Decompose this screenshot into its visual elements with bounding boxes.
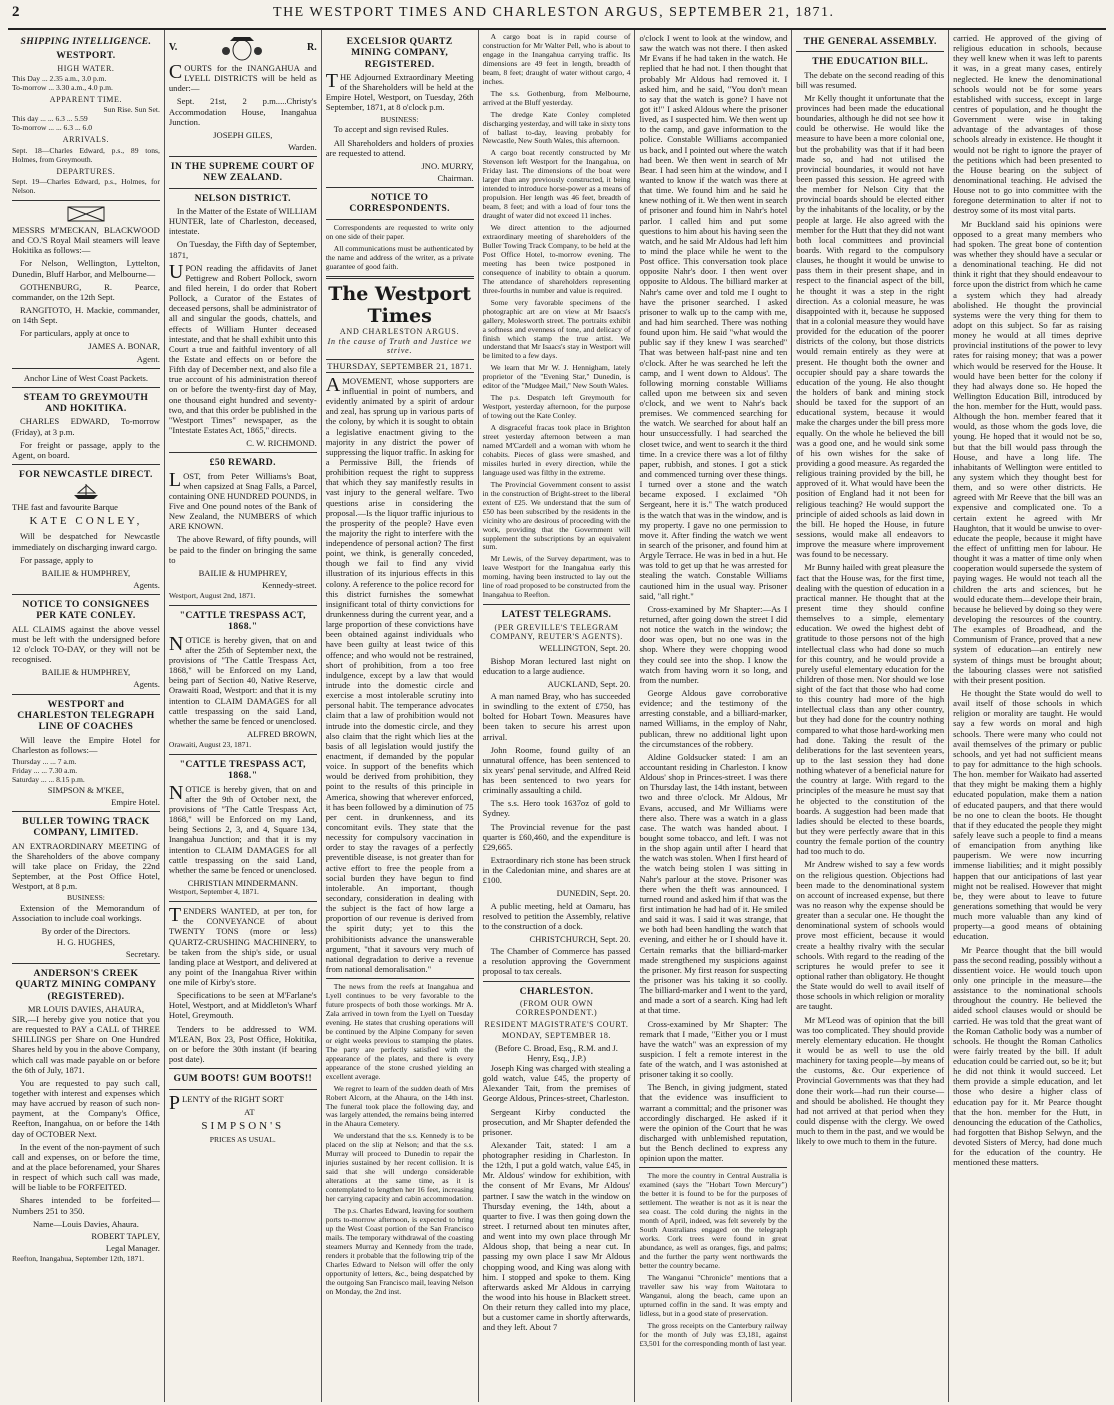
cattle-notice-1: NOTICE is hereby given, that on and after the 25th of September next, the provisions of "The Cattle Trespass Act, 1868," will be Enforced on my Land, being part of Section 40, Native Reserve, Orawaiti Road, Westport: and that it is my intention to CLAIM DAMAGES for all cattle trespassing on the said Land, whether the same be fenced or unenclosed. <box>168 632 317 726</box>
column-6 <box>792 30 949 1402</box>
news-item: The news from the reefs at Inangahua and Lyell continues to be very favorable to the future prospects of both those workings. Mr A. Zala arrived in town from the Lyell on Tuesday evening. He states that crushing operations will be continued by the Alpine Company for seven or eight weeks previous to stamping the plates. The party are perfectly satisfied with the appearance of the plates, and there is every appearance of the stone crushed yielding an excellent average. <box>325 982 474 1081</box>
column-3 <box>322 30 479 1402</box>
gum-boots-heading: GUM BOOTS! GUM BOOTS!! <box>173 1073 313 1085</box>
tuesday-text: On Tuesday, the Fifth day of September, 1871, <box>168 239 317 260</box>
news-item: The Provincial Government consent to assist in the construction of Bright-street to the liberal extent of £25. We understand that the sum of £50 has been subscribed by the residents in the vicinity who are desirous of proceeding with the work, providing that the Government will supplement the subscriptions by an equivalent sum. <box>482 479 631 552</box>
upon-order: UPON reading the affidavits of Janet Pettigrew and Robert Pollock, sworn and filed herein, I do order that Robert Pollock, a Curator of the Estates of deceased persons, shall be administrator of all and singular the goods, chattels, and effects of William Hunter deceased intestate, and that he shall exhibit unto this Court a true and faithful inventory of all the Estate and effects on or before the Fifth day of December next, and also file a true account of his administration thereof on or before the twenty-first day of May, one thousand eight hundred and seventy-two, and that this order be published in the "Westport Times" newspaper, as the "Intestate Estates Act, 1865," directs. <box>168 260 317 436</box>
richmond-signature: C. W. RICHMOND. <box>246 438 317 449</box>
departures-text: Sept. 19—Charles Edward, p.s., Holmes, for Nelson. <box>12 177 160 195</box>
telegram-item: The Provincial revenue for the past quarter is £60,460, and the expenditure is £29,665. <box>482 821 631 852</box>
dateline-christchurch: CHRISTCHURCH, Sept. 20. <box>529 934 631 945</box>
assembly-text: He thought the State would do well to avail itself of those schools in which religion or morality are taught. He would say a few words on moral and high schools. There were many who could not avail themselves of the primary or public schools, and yet had not sufficient means to pay for admittance to the high schools. The hon. member for Waikato had asserted that they might be making them a highly educated population, make them a nation of educated paupers, and that there would be no one to clean the boots. He thought that if they educated the people they might safely leave such a people to find a means of emancipation from anything like pauperism. We were now incurring immense liabilities; and it might possibly happen that our anticipations of last year might not be realised. However that might be, they were about to leave to future generations something that would be very much more valuable than any kind of property—a good means of obtaining education. <box>953 688 1102 942</box>
dateline-auckland: AUCKLAND, Sept. 20. <box>547 678 631 689</box>
freight-line: For freight or passage, apply to the Agent, on board. <box>12 439 160 460</box>
charles-edward-line: CHARLES EDWARD, To-morrow (Friday), at 3 p.m. <box>12 416 160 437</box>
courts-notice: COURTS for the INANGAHUA and LYELL DISTRICTS will be held as under:— <box>168 61 317 94</box>
assembly-text: carried. He approved of the giving of religious education in schools, because they well knew when it was left to parents it was, in a great many cases, entirely neglected. He knew the denominational schools would not be for some years established with success, except in large centres of population, and he thought the Government were wise in taking advantage of the advantages of those schools already in existence. He thought it would not be right to ignore the prayer of the petitions which had been presented to the House bearing on the subject of denominational teaching. He advised the House not to go into committee with the foregone determination to alter if not to destroy some of its most vital parts. <box>953 33 1102 216</box>
news-item: Mr Lewis, of the Survey department, was to leave Westport for the Inangahua early this morning, having been instructed to lay out the line of road proposed to be constructed from the Inangahua to Reefton. <box>482 554 631 600</box>
westport-date: Westport, August 2nd, 1871. <box>168 591 256 601</box>
empire-hotel: Empire Hotel. <box>111 796 160 807</box>
assembly-text: Mr Bunny hailed with great pleasure the fact that the House was, for the first time, dealing with the question of education in a practical manner. He thought that at the present time they should confine themselves to a simple, elementary education. We owed the highest debt of gratitude to those persons not of the high intellectual class who had done so much for this country, and he would provide a purely useful elementary education for the children of those men. Nor should we lose sight of the fact that those who had come to this country had more of the high intellectual class than any other country, but they had done for the country nothing compared to what those hard-working men had done. Taking the result of the deliberations for the last seventeen years, up to the last session they had done nothing whatever of a beneficial nature for the country at large. With regard to the principles of the measure he must say that he objected to the constitution of the boards. A suggestion had been made that ladies should be elected to these boards, but they were perfectly aware that in this country the female portion of the country had too much to do. <box>796 562 945 857</box>
buller-business: Extension of the Memorandum of Association to include coal workings. <box>12 903 160 924</box>
court-text: Joseph King was charged with stealing a gold watch, value £45, the property of Alexander Tait, from the premises of George Aldous, Princes-street, Charleston. <box>482 1062 631 1104</box>
mindermann-signature: CHRISTIAN MINDERMANN. <box>187 877 298 888</box>
secretary-line: Secretary. <box>125 948 160 959</box>
divider <box>169 605 317 606</box>
court-text: Aldine Goldsucker stated: I am an accountant residing in Charleston. I know Aldous' shop in Princes-street. I was there on Thursday last, the 14th instant, between two and three o'clock. Mr Aldous, Mr Evans, accused, and Mr Williams were there also. There was a watch in a glass case. The watch was handed about. I bought some tobacco, and left. I was not in the shop again until after I heard that the watch was stolen. When I first heard of the watch being stolen I was sitting in Nahr's parlour at the stove. Prisoner was there when the theft was announced. I turned round and asked him if that was the first intimation he had had of it. He smiled and said it was. I said it was strange, that we both had been handling the watch that evening, and either he or I should have it. Certain remarks that the billiard-marker made strengthened my suspicions against the prisoner. My first reason for suspecting the prisoner was his taking it so coolly. The billiard-marker and I went to the yard, and made a sort of a search. King had left at that time. <box>639 751 788 1016</box>
charleston-heading: CHARLESTON. <box>519 985 594 997</box>
news-item: The dredge Kate Conley completed discharging yesterday, and will take in sixty tons of ballast to-day, leaving probably for Newcastle, New South Wales, this afternoon. <box>482 109 631 146</box>
simpson-mkee: SIMPSON & M'KEE, <box>47 784 125 795</box>
divider <box>12 694 160 695</box>
mmeckan-notice: MESSRS M'MECKAN, BLACKWOOD and CO.'S Royal Mail steamers will leave Hokitika as follows:— <box>12 224 160 256</box>
divider <box>12 368 160 369</box>
news-item: The more the country in Central Australia is examined (says the "Hobart Town Mercury") the better it is found to be for the purposes of settlement. The weather is not as it is near the sea coast. The cold during the nights in the month of April, indeed, was felt severely by the South Australians engaged on the telegraph works. Cork trees were found in great abundance, as well as oranges, figs, and palms; and the further the party went northwards the better the country became. <box>639 1171 788 1270</box>
divider <box>483 604 631 605</box>
warden-line: Warden. <box>288 141 317 152</box>
telegrams-source: (PER GREVILLE'S TELEGRAM COMPANY, REUTER'S AGENTS). <box>490 622 623 641</box>
column-2 <box>165 30 322 1402</box>
apparent-time-heading: APPARENT TIME. <box>49 94 123 104</box>
high-water-heading: HIGH WATER. <box>57 63 115 73</box>
page-masthead <box>8 4 1106 30</box>
column-7 <box>949 30 1106 1402</box>
news-item: A cargo boat recently constructed by Mr Stevenson left Westport for the Inangahua, on Friday last. The dimensions of the boat were larger than any previously constructed, it being intended to introduce horse-power as a means of propulsion. Her length was 46 feet, breadth of beam, 8 feet; and with a load of four tons the draught of water did not exceed 11 inches. <box>482 148 631 221</box>
assembly-text: Mr Buckland said his opinions were opposed to a great many members who had spoken. The great bone of contention was whether they should have a secular or a denominational teaching. He did not think it right that they should endeavour to force upon the district from which he came a system which they had already abolished. He thought the provincial systems were the very thing for them to adopt on this subject. So far as raising money he would at all times deprive provincial institutions of the power to levy rates for raising money; that was a power which would be reserved for the House. It would have been better for the colony if they had always done so. He hoped the Wellington Education Bill, introduced by the hon. member for the Hutt, would pass. Although the hon. member feared that it would, as those whom the gods love, die young. He hoped that it would not be so, but that the bill would pass through the House, and have a long life. The inhabitants of Wellington were entitled to any system which they thought best for them, and so were other districts. He agreed with Mr Reeve that the bill was an expensive and complicated one. To a certain extent he agreed with Mr Haughton, that it would be unwise to over-educate the people, because it might have the effect of unfitting men for labour. He thought it was a matter of time only when cooperation would supersede the system of paying wages. He would not teach all the children the arts and sciences, but he would educate them—develope their brain, because he believed by doing so they were developing the resources of the country. The examples of Broadhead, and the Communism of France, proved that a new system of education—an entirely new system of things must be brought about; the labouring classes were not satisfied with their present position. <box>953 218 1102 685</box>
assembly-text: Mr Pearce thought that the bill would pass the second reading, possibly without a dissentient voice. He would touch upon only one principle in the measure—the assistance to the nominational schools throughout the country. He believed the aided school clauses would or should be carried. He was told that the great want of the Roman Catholic body was a number of schools. He thought the Roman Catholics were fairly treated by the bill. If adult education could be carried out, so be it; but he did not think it would succeed. Let them provide a simple education, and let those who desire a higher class of education pay for it. Mr Pearce thought that the hon. member for the Hutt, in denouncing the education of the Catholics, had forgotten that Bishop Selwyn, and the devoted Sisters of Mercy, had done much for the education of the country. He mentioned these matters. <box>953 944 1102 1168</box>
correspondents-heading: NOTICE TO CORRESPONDENTS. <box>349 192 450 215</box>
divider <box>169 156 317 157</box>
paper-title: The Westport Times <box>328 282 472 327</box>
assembly-text: Mr Kelly thought it unfortunate that the provinces had been made the educational boundaries, although he did not see how it could be otherwise. He would like the measure to have been a more colonial one, but the probability was that if it had been made so, and had not utilised the provincial boundaries, it would not have been passed this session. He agreed with the member for Nelson City that the provincial boards should be elected either by the inhabitants of the locality, or by the people at large. He also agreed with the member for the Hutt that they did not want both local committees and provincial boards. With regard to the compulsory clauses, he thought it would be unwise to pass them in their present shape, and in respect to the financial aspect of the bill, he thought it was a step in the right direction. As a colonial measure, he was disappointed with it, because he supposed that in a colonial measure they would have provided for the education of the poorer districts of the colony, but those districts would remain entirely as they were at present. He thought both the owner and occupier should pay a share towards the education of the young. He also thought the holders of bank and mining stock should be taxed for the support of an educational system, because it would make the charges under the bill press more equally. On the whole he believed the bill was a good one, and he would sink some of his own wishes for the sake of providing a good measure. As regarded the religious training provided by the bill, he approved of it. What would have been the position of England had it not been for religious teaching? He would support the principle of aided schools as laid down in the bill. He hoped the House, in future sessions, would make all endeavors to improve the measure where improvement was found to be necessary. <box>796 92 945 560</box>
columns <box>8 30 1106 1402</box>
buller-business-heading: BUSINESS: <box>66 893 105 903</box>
anchor-line: Anchor Line of West Coast Packets. <box>23 372 149 383</box>
newspaper-header-title: THE WESTPORT TIMES AND CHARLESTON ARGUS, SEPTEMBER 21, 1871. <box>273 5 835 20</box>
brown-signature: ALFRED BROWN, <box>247 729 317 739</box>
by-order: By order of the Directors. <box>41 926 131 937</box>
newcastle-heading: FOR NEWCASTLE DIRECT. <box>19 468 153 480</box>
port-heading: WESTPORT. <box>56 50 116 62</box>
divider <box>12 963 160 964</box>
divider <box>12 594 160 595</box>
paper-motto: In the cause of Truth and Justice we strive. <box>327 336 472 356</box>
news-item: The p.s. Charles Edward, leaving for southern ports to-morrow afternoon, is expected to bring up the West Coast portion of the San Francisco mails. The temporary withdrawal of the coasting steamers Murray and Kennedy from the trade, renders it probable that the following trip of the Charles Edward to Nelson will offer the only opportunity of letters, &c., being despatched by the outgoing San Francisco mail, leaving Nelson on Monday, the 2nd inst. <box>325 1205 474 1296</box>
particulars-line: For particulars, apply at once to <box>20 328 130 339</box>
reward-text: The above Reward, of fifty pounds, will be paid to the finder on bringing the same to <box>168 534 317 565</box>
royal-crest <box>169 35 317 61</box>
arrivals-heading: ARRIVALS. <box>62 135 110 145</box>
court-text: George Aldous gave corroborative evidence; and the testimony of the arresting constable, and a billiard-marker, named Williams, in the employ of Nahr, publican, threw no additional light upon the circumstances of the robbery. <box>639 688 788 749</box>
divider <box>326 219 474 220</box>
plenty-line: PLENTY of the RIGHT SORT <box>168 1091 284 1114</box>
paper-subtitle: AND CHARLESTON ARGUS. <box>339 327 460 337</box>
dateline-wellington: WELLINGTON, Sept. 20. <box>539 643 631 654</box>
news-item: A disgraceful fracas took place in Brighton street yesterday afternoon between a man named M'Cardell and a woman with whom he cohabits. Pieces of glass were smashed, and missiles hurled in every direction, while the language used was filthy in the extreme. <box>482 423 631 477</box>
rangitoto-line: RANGITOTO, H. Mackie, commander, on 14th Sept. <box>12 304 160 326</box>
bailie-humphrey-3: BAILIE & HUMPHREY, <box>198 567 287 578</box>
coach-row-1: Thursday ... ... 7 a.m. <box>12 756 77 766</box>
shipping-heading: SHIPPING INTELLIGENCE. <box>20 36 152 47</box>
correspondents-text-1: Correspondents are requested to write only on one side of their paper. <box>325 222 474 241</box>
orawaiti-date: Orawaiti, August 23, 1871. <box>168 740 252 750</box>
courts-text: Sept. 21st, 2 p.m.....Christy's Accommodation House, Inangahua Junction. <box>168 96 317 127</box>
tenders-notice: TENDERS WANTED, at per ton, for the CONVEYANCE of about TWENTY TONS (more or less) QUARTZ-CRUSHING MACHINERY, to be taken from the ship's side, or usual landing place at Westport, and delivered at any point of the Inangahua River within one mile of Kirby's store. <box>168 904 317 988</box>
legal-manager: Legal Manager. <box>105 1242 160 1253</box>
telegrams-heading: LATEST TELEGRAMS. <box>501 609 612 621</box>
agents-line-2: Agents. <box>133 679 160 690</box>
sun-row-1: This day ... ... 6.3 ... 5.59 <box>12 114 88 124</box>
news-item: A cargo boat is in rapid course of construction for Mr Walter Pell, who is about to engage in the Inangahua carrying traffic. Its dimensions are 49 feet in length, breadth of beam, 8 feet; draught of water without cargo, 4 inches. <box>482 32 631 86</box>
hughes-signature: H. G. HUGHES, <box>56 936 115 947</box>
divider <box>639 1167 787 1168</box>
news-item: We direct attention to the adjourned extraordinary meeting of shareholders of the Buller Towing Track Company, to be held at the Post Office Hotel, to-morrow evening. The meeting has been twice postponed in consequence of inability to obtain a quorum. The attendance of shareholders representing three-fourths in number and value is required. <box>482 223 631 295</box>
education-bill-heading: THE EDUCATION BILL. <box>812 56 929 68</box>
lost-notice: LOST, from Peter Williams's Boat, when capsized at Snag Falls, a Parcel, containing ONE HUNDRED POUNDS, in Five and One pound notes of the Bank of New Zealand, the NUMBERS of which ARE KNOWN. <box>168 468 317 532</box>
court-text: Alexander Tait, stated: I am a photographer residing in Charleston. In the 12th, I put a gold watch, value £45, in Mr. Aldous' window for exhibition, with the consent of Mr Evans, Mr Aldous' partner. I saw the watch in the window on Thursday evening, the 14th, about a quarter to five. I was then going down the street. I returned about ten minutes after, and went into my own place through Mr Aldous shop, that being a near cut. In passing my own place I saw Mr Aldous chopping wood, and King was along with him. I stopped and spoke to them. King afterwards asked Mr Aldous in carrying the wood into his house in Blackett street. On their return they called into my place, but a customer came in shortly afterwards, and they left. About 7 <box>482 1139 631 1333</box>
court-text: The Bench, in giving judgment, stated that the evidence was insufficient to warrant a committal; and the prisoner was accordingly discharged. He asked if it were the opinion of the Court that he was discharged with unblemished reputation, but the Bench declined to express any opinion upon the matter. <box>639 1082 788 1164</box>
assembly-text: Mr Andrew wished to say a few words on the religious question. Objections had been made to the denominational system on account of increased expense, but there was no reason why the expense should be greater than a secular one. He thought the denominational system of schools would prove most efficient, because it would create a healthy rivalry with the secular schools. With regard to the reading of the scriptures he would prefer to see it optional rather than obligatory. He thought the State would do well to avail itself of those schools in which religion or morality are taught. <box>796 859 945 1012</box>
passage-line: For passage, apply to <box>20 554 94 565</box>
bonar-agent: Agent. <box>136 353 160 364</box>
collect-notice: You are requested to pay such call, together with interest and expenses which may have accrued by reason of such non-payment, at the Company's Office, Reefton, Inangahua, on or before the 14th day of OCTOBER Next. <box>12 1077 160 1139</box>
steam-heading: STEAM TO GREYMOUTH AND HOKITIKA. <box>23 391 149 415</box>
divider <box>169 188 317 189</box>
buller-heading: BULLER TOWING TRACK COMPANY, LIMITED. <box>22 815 150 839</box>
specs-text: Specifications to be seen at M'Farlane's Hotel, Westport, and at Middleton's Wharf Hotel, Greymouth. <box>168 990 317 1021</box>
reward-heading: £50 REWARD. <box>209 457 276 469</box>
telegram-item: The Chamber of Commerce has passed a resolution approving the Government proposal to tax cereals. <box>482 946 631 977</box>
news-item: The Wanganui "Chronicle" mentions that a traveller saw his way from Waitotara to Wanganui, along the beach, came upon an upturned coffin in the sand. It was empty and lidless, but in a good state of preservation. <box>639 1272 788 1318</box>
sun-header: Sun Rise. Sun Set. <box>103 105 160 115</box>
tapley-signature: ROBERT TAPLEY, <box>91 1230 160 1241</box>
issue-date: THURSDAY, SEPTEMBER 21, 1871. <box>326 359 474 373</box>
shares-notice: Shares intended to be forfeited—Numbers 251 to 350. <box>12 1195 160 1216</box>
buller-text: AN EXTRAORDINARY MEETING of the Shareholders of the above company will take place on Friday, the 22nd September, at the Post Office Hotel, Westport, at 8 p.m. <box>12 840 160 892</box>
crest-left-letter: V. <box>168 42 178 54</box>
divider <box>12 387 160 388</box>
excelsior-business: To accept and sign revised Rules. <box>333 124 449 135</box>
news-item: We understand that the s.s. Kennedy is to be placed on the slip at Nelson; and that the s.s. Murray will proceed to Dunedin to repair the injuries sustained by her recent collision. It is said that she will undergo considerable alterations at the same time, as it is contemplated to lengthen her 16 feet, increasing her carrying capacity and cabin accommodation. <box>325 1131 474 1204</box>
divider <box>12 200 160 201</box>
nelson-district-heading: NELSON DISTRICT. <box>194 192 291 204</box>
telegram-item: A man named Bray, who has succeeded in swindling to the extent of £750, has bolted for Hobart Town. Measures have been taken to secure his arrest upon arrival. <box>482 690 631 742</box>
name-line: Name—Louis Davies, Ahaura. <box>32 1218 139 1229</box>
bailie-humphrey: BAILIE & HUMPHREY, <box>41 567 131 578</box>
rm-court-heading: RESIDENT MAGISTRATE'S COURT. <box>484 1019 629 1029</box>
coach-row-2: Friday ... ... 7.30 a.m. <box>12 765 78 775</box>
telegraph-coaches-heading: WESTPORT and CHARLESTON TELEGRAPH LINE OF COACHES <box>17 698 155 733</box>
excelsior-proxies: All Shareholders and holders of proxies are requested to attend. <box>325 137 474 158</box>
own-correspondent: (FROM OUR OWN CORRESPONDENT.) <box>515 998 598 1018</box>
sir-notice: SIR,—I hereby give you notice that you are requested to PAY a CALL of THREE SHILLINGS per Share on One Hundred Shares held by you in the above Company, which call was made payable on or before the 6th of July, 1871. <box>12 1013 160 1075</box>
cattle-trespass-heading-1: "CATTLE TRESPASS ACT, 1868." <box>179 610 306 633</box>
court-text: Cross-examined by Mr Shapter: The remark that I made, "Either you or I must have the watch" was an expression of my suspicion. I felt a remote interest in the fate of the watch, and I was astonished at prisoner taking it so coolly. <box>639 1018 788 1080</box>
murry-signature: JNO. MURRY, <box>421 160 474 171</box>
divider <box>12 811 160 812</box>
correspondents-text-2: All communications must be authenticated by the name and address of the writer, as a private guarantee of good faith. <box>325 243 474 271</box>
news-item: The p.s. Despatch left Greymouth for Westport, yesterday afternoon, for the purpose of towing out the Kate Conley. <box>482 393 631 421</box>
divider <box>483 981 631 982</box>
news-item: The s.s. Gothenburg, from Melbourne, arrived at the Bluff yesterday. <box>482 88 631 107</box>
coach-row-3: Saturday ... ... 8.15 p.m. <box>12 774 85 784</box>
davies-address: MR LOUIS DAVIES, AHAURA, <box>27 1003 144 1014</box>
anderson-heading: ANDERSON'S CREEK QUARTZ MINING COMPANY (REGISTERED). <box>15 967 157 1002</box>
departures-heading: DEPARTURES. <box>56 166 116 176</box>
forfeit-notice: In the event of the non-payment of such call and expenses, on or before the time, and at the place beforenamed, your Shares in respect of which such call was made, will be liable to be FORFEITED. <box>12 1141 160 1193</box>
column-4 <box>479 30 636 1402</box>
steamer-flag-icon <box>66 205 106 223</box>
divider <box>326 187 474 188</box>
divider <box>169 754 317 755</box>
at-line: AT <box>244 1106 255 1117</box>
simpsons-name: SIMPSON'S <box>201 1119 285 1132</box>
barque-line: THE fast and favourite Barque <box>12 502 118 513</box>
despatched-line: Will be despatched for Newcastle immediately on discharging inward cargo. <box>12 531 160 552</box>
agents-line: Agents. <box>133 579 160 590</box>
telegram-item: The s.s. Hero took 1637oz of gold to Sydney. <box>482 798 631 819</box>
cattle-trespass-heading-2: "CATTLE TRESPASS ACT, 1868." <box>179 759 306 782</box>
dateline-dunedin: DUNEDIN, Sept. 20. <box>556 888 631 899</box>
high-water-row-1: This Day ... 2.35 a.m., 3.0 p.m. <box>12 74 107 84</box>
high-water-row-2: To-morrow ... 3.30 a.m., 4.0 p.m. <box>12 83 113 93</box>
giles-signature: JOSEPH GILES, <box>213 129 273 140</box>
claims-notice: ALL CLAIMS against the above vessel must be left with the undersigned before 12 o'clock TO-DAY, or they will not be recognised. <box>12 623 160 665</box>
kennedy-street: Kennedy-street. <box>262 580 317 591</box>
excelsior-heading: EXCELSIOR QUARTZ MINING COMPANY, REGISTERED. <box>346 36 453 70</box>
divider <box>326 276 474 279</box>
divider <box>12 464 160 465</box>
kate-conley-name: KATE CONLEY, <box>29 515 143 528</box>
court-text: Cross-examined by Mr Shapter:—As I returned, after going down the street I did not notice the watch in the window; the door was open, but no one was in the shop. Where they were chopping wood they could see into the shop. I know the watch from having worn it so long, and from the number. <box>639 603 788 685</box>
crest-right-letter: R. <box>306 42 317 54</box>
cattle-notice-2: NOTICE is hereby given, that on and after the 9th of October next, the provisions of "The Cattle Trespass Act, 1868," will be Enforced on my Land, being Sections 2, 3, and 4, Square 134, Inangahua Junction; and that it is my intention to CLAIM DAMAGES for all cattle trespassing on the said Land, whether the same be fenced or unenclosed. <box>168 781 317 875</box>
news-item: The gross receipts on the Canterbury railway for the month of July was £3,181, against £3,501 for the corresponding month of last year. <box>639 1320 788 1348</box>
court-date: MONDAY, SEPTEMBER 18. <box>501 1031 612 1041</box>
divider <box>796 51 944 52</box>
bailie-humphrey-2: BAILIE & HUMPHREY, <box>41 667 131 678</box>
news-item: We regret to learn of the sudden death of Mrs Robert Alcorn, at the Ahaura, on the 14th inst. The funeral took place the following day, and was largely attended, the remains being interred in the Ahaura Cemetery. <box>325 1083 474 1129</box>
coat-of-arms-icon <box>220 35 264 61</box>
assembly-text: Mr M'Leod was of opinion that the bill was too complicated. They should provide merely elementary education. He thought it would be as well to use the old machinery for taxing people—by means of the customs, &c. Our experience of Provincial Governments was that they had done their work—had run their course—and should be abolished. He thought they had not arrived at that period when they could dispense with the clergy. We owed much to them in the past, and we would be likely to owe much to them in the future. <box>796 1014 945 1147</box>
gothenburg-line: GOTHENBURG, R. Pearce, commander, on the 12th Sept. <box>12 281 160 302</box>
sun-row-2: To-morrow ... ... 6.3 ... 6.0 <box>12 123 93 133</box>
court-text: o'clock I went to look at the window, and saw the watch was not there. I then asked Mr Evans if he had taken in the watch. He replied that he had not. I then thought that probably Mr Aldous had removed it. I asked him, and he said, "You don't mean to say that the watch is gone? I have not got it!" I asked Aldous where the prisoner lived, as I suspected him. We then went up to the camp, and gave information to the police. Constable Williams accompanied us back, and I pointed out where the watch had been. We then went in search of Mr Bear. I had seen him at the window, and I wanted to know if the watch was there at that time. We found him and he said he knew nothing of it. We then went in search of prisoner and found him in Nahr's hotel parlor. I called him and put some questions to him about his having seen the watch, and he said Mr Aldous had left him to mind the place while he went to the Post office. This conversation took place opposite Nahr's door. I then went over opposite to Aldous. The billiard marker at Nahr's came over and told me I ought to have the prisoner searched. I asked prisoner to walk up to the camp with me, and had him searched. There was nothing found upon him. He said "what would the public say if they knew I was searched" That was between half-past nine and ten o'clock. After he was searched he left the camp, and I went down to Aldous'. The following morning constable Williams called upon me between six and seven o'clock, and we went to Nahr's back premises. We commenced searching for the watch. We searched for about half an hour unsuccessfully. I had searched the closet twice, and went to search it the third time. In a crevice there was a lot of filthy paper, rubbish, and stones. I got a stick and commenced turning over these things. I turned over a stone and the watch became exposed. I exclaimed "Oh Sergeant, here it is." The watch produced is the watch that was in the window, and is my property. I gave no one permission to move it. After finding the watch we went in search of the prisoner, and found him at Argyle Terrace. He was in bed in a hut. He was told to get up that he was arrested for stealing the watch. Constable Williams cautioned him in the usual way. Prisoner said, "all right." <box>639 33 788 601</box>
divider <box>169 1068 317 1069</box>
consignees-heading: NOTICE TO CONSIGNEES PER KATE CONLEY. <box>22 599 150 622</box>
prices-line: PRICES AS USUAL. <box>209 1134 276 1144</box>
supreme-court-heading: IN THE SUPREME COURT OF NEW ZEALAND. <box>170 161 315 184</box>
news-item: We learn that Mr W. J. Hennigham, lately proprietor of the "Evening Star," Dunedin, is editor of the "Mudgee Mail," New South Wales. <box>482 363 631 391</box>
excelsior-business-heading: BUSINESS: <box>380 114 419 124</box>
chairman-line: Chairman. <box>437 173 474 184</box>
reefton-date: Reefton, Inangahua, September 12th, 1871. <box>12 1254 145 1264</box>
bonar-signature: JAMES A. BONAR, <box>88 341 160 352</box>
mmeckan-destinations: For Nelson, Wellington, Lyttelton, Dunedin, Bluff Harbor, and Melbourne— <box>12 258 160 279</box>
page-number: 2 <box>12 4 20 20</box>
assembly-heading: THE GENERAL ASSEMBLY. <box>803 36 937 47</box>
telegram-item: Bishop Moran lectured last night on education to a large audience. <box>482 655 631 676</box>
divider <box>169 901 317 902</box>
mindermann-date: Westport, September 4, 1871. <box>168 887 259 897</box>
telegram-item: John Roome, found guilty of an unnatural offence, has been sentenced to six years' penal servitude, and Alfred Reid has been sentenced to two years for criminally assaulting a child. <box>482 744 631 796</box>
column-1 <box>8 30 165 1402</box>
ship-icon <box>71 482 101 500</box>
estate-text: In the Matter of the Estate of WILLIAM HUNTER, late of Charleston, deceased, intestate. <box>168 206 317 237</box>
leader-article: AMOVEMENT, whose supporters are influential in point of numbers, and evidently animated by a spirit of ardour and zeal, has sprung up in various parts of the colony, by which it is sought to obtain a legislative enactment giving to the majority in any district the power of suppressing the liquor traffic. In asking for a Permissive Bill, the friends of prohibition request the right to suppress that which they say manifestly results in vast injury to the general welfare. Two questions arise in considering the proposal.—Is the liquor traffic injurious to the prosperity of the people? Have even the majority the right to interfere with the independence of personal action? The first point, we think, is generally conceded, though we fail to find any vivid illustration of its injurious effects in this colony. A reference to the police record for this district furnishes the somewhat insignificant total of thirty convictions for drunkenness during the current year, and a large proportion of these convictions have been obtained against individuals who have been guilty at least twice of this offence; and who would not be restrained, short of prohibition, from a too free indulgence, except by a law that would intrude into the domestic circle and exercise a most intolerable scrutiny into personal habit. The temperance advocates claim that a law of prohibition would not intrude into the domestic circle, and they also claim that the right which lies at the basis of all legislation would justify the enactment, if demanded by the popular voice. In support of the benefits which would be derived from prohibition, they point to the results of this principle in America, showing that wherever enforced, it has been followed by a diminution of 75 per cent. in drunkenness, and its concomitant evils. They state that the necessity for compulsory vaccination in order to stay the ravages of a perfectly preventible disease, is not greater than for active effort to free the people from a social burden they have begun to find intolerable. An important, though secondary, consideration in dealing with the subject is the fact of how large a proportion of our revenue is derived from the spirit duty; yet to this the prohibitionists advance the unanswerable argument, "that it savours very much of national degradation to derive a revenue from national demoralisation." <box>325 373 474 974</box>
court-bench: (Before C. Broad, Esq., R.M. and J. Henry, Esq., J.P.) <box>495 1042 618 1063</box>
divider <box>169 452 317 453</box>
arrivals-text: Sept. 18—Charles Edward, p.s., 89 tons, Holmes, from Greymouth. <box>12 145 160 164</box>
assembly-text: The debate on the second reading of this bill was resumed. <box>796 69 945 90</box>
court-text: Sergeant Kirby conducted the prosecution, and Mr Shapter defended the prisoner. <box>482 1106 631 1137</box>
news-item: Some very favorable specimens of the photographic art are on view at Mr Isaacs's gallery, Molesworth street. The portraits exhibit a softness and evenness of tone, and delicacy of finish which stamp the true artist. We understand that Mr Isaacs's stay in Westport will be limited to a few days. <box>482 297 631 361</box>
telegram-item: Extraordinary rich stone has been struck in the Caledonian mine, and shares are at £100. <box>482 855 631 886</box>
divider <box>169 1089 317 1090</box>
addressed-text: Tenders to be addressed to WM. M'LEAN, Box 23, Post Office, Hokitika, on or before the 30th instant (if bearing post date). <box>168 1023 317 1065</box>
excelsior-meeting: THE Adjourned Extraordinary Meeting of the Shareholders will be held at the Empire Hotel, Westport, on Tuesday, 26th September, 1871, at 8 o'clock p.m. <box>325 69 474 113</box>
column-5 <box>635 30 792 1402</box>
telegram-item: A public meeting, held at Oamaru, has resolved to petition the Assembly, relative to the construction of a dock. <box>482 900 631 931</box>
coach-text: Will leave the Empire Hotel for Charleston as follows:— <box>12 734 160 755</box>
divider <box>326 978 474 979</box>
